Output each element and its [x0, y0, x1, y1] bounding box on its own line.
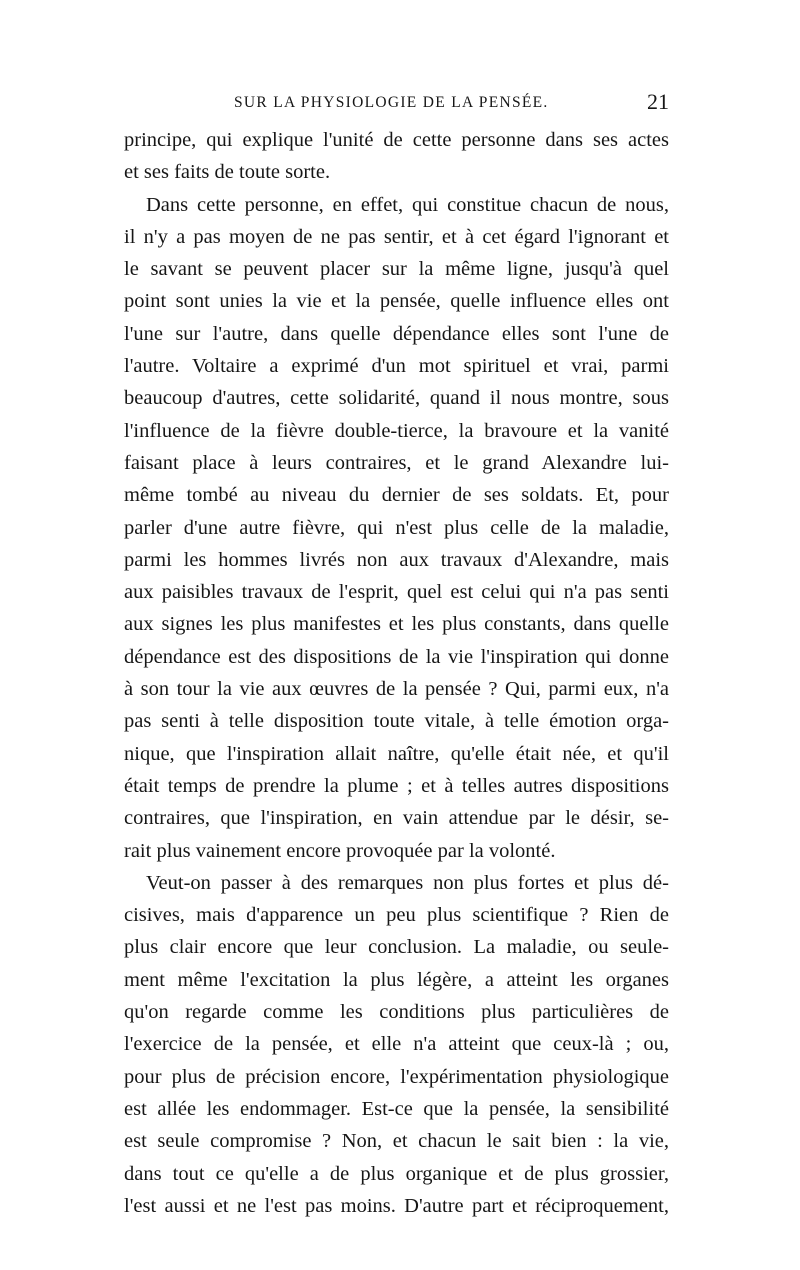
body-text	[124, 124, 669, 1222]
text-line: est allée les endommager. Est-ce que la pensée, la sensibilité	[124, 1097, 669, 1120]
page-header	[124, 89, 669, 120]
text-line: il n'y a pas moyen de ne pas sentir, et à cet égard l'ignorant et	[124, 225, 669, 248]
text-line: l'une sur l'autre, dans quelle dépendance elles sont l'une de	[124, 322, 669, 345]
text-line: pas senti à telle disposition toute vitale, à telle émotion orga-	[124, 710, 669, 733]
text-line: parler d'une autre fièvre, qui n'est plus celle de la maladie,	[124, 516, 669, 539]
text-line: contraires, que l'inspiration, en vain attendue par le désir, se-	[124, 807, 669, 830]
text-line: était temps de prendre la plume ; et à telles autres dispositions	[124, 774, 669, 797]
running-title: SUR LA PHYSIOLOGIE DE LA PENSÉE.	[234, 94, 549, 111]
text-line: dans tout ce qu'elle a de plus organique et de plus grossier,	[124, 1162, 669, 1185]
text-line: l'exercice de la pensée, et elle n'a atteint que ceux-là ; ou,	[124, 1033, 669, 1056]
text-line: beaucoup d'autres, cette solidarité, quand il nous montre, sous	[124, 387, 669, 410]
text-line: l'influence de la fièvre double-tierce, la bravoure et la vanité	[124, 419, 669, 442]
text-line: ment même l'excitation la plus légère, a atteint les organes	[124, 968, 669, 991]
text-line: plus clair encore que leur conclusion. La maladie, ou seule-	[124, 936, 669, 959]
text-line: parmi les hommes livrés non aux travaux d'Alexandre, mais	[124, 548, 669, 571]
text-line: aux paisibles travaux de l'esprit, quel est celui qui n'a pas senti	[124, 581, 669, 604]
text-line: point sont unies la vie et la pensée, quelle influence elles ont	[124, 290, 669, 313]
text-line: faisant place à leurs contraires, et le grand Alexandre lui-	[124, 451, 669, 474]
text-line: et ses faits de toute sorte.	[124, 161, 331, 184]
text-line: à son tour la vie aux œuvres de la pensée ? Qui, parmi eux, n'a	[124, 678, 669, 701]
text-line: même tombé au niveau du dernier de ses soldats. Et, pour	[124, 484, 669, 507]
text-line: pour plus de précision encore, l'expérimentation physiologique	[124, 1065, 669, 1088]
text-line: principe, qui explique l'unité de cette personne dans ses actes	[124, 129, 669, 151]
text-line: Dans cette personne, en effet, qui constitue chacun de nous,	[146, 193, 669, 216]
text-line: dépendance est des dispositions de la vie l'inspiration qui donne	[124, 645, 669, 668]
text-line: cisives, mais d'apparence un peu plus scientifique ? Rien de	[124, 904, 669, 927]
text-line: qu'on regarde comme les conditions plus particulières de	[124, 1001, 669, 1024]
text-line: le savant se peuvent placer sur la même ligne, jusqu'à quel	[124, 258, 669, 281]
text-line: l'autre. Voltaire a exprimé d'un mot spirituel et vrai, parmi	[124, 355, 669, 378]
text-line: nique, que l'inspiration allait naître, qu'elle était née, et qu'il	[124, 742, 669, 765]
text-line: est seule compromise ? Non, et chacun le sait bien : la vie,	[124, 1130, 669, 1153]
text-line: Veut-on passer à des remarques non plus fortes et plus dé-	[146, 871, 669, 894]
text-line: l'est aussi et ne l'est pas moins. D'autre part et réciproquement,	[124, 1194, 669, 1217]
page-number: 21	[647, 89, 669, 114]
text-line: rait plus vainement encore provoquée par la volonté.	[124, 839, 556, 862]
text-line: aux signes les plus manifestes et les plus constants, dans quelle	[124, 613, 669, 636]
